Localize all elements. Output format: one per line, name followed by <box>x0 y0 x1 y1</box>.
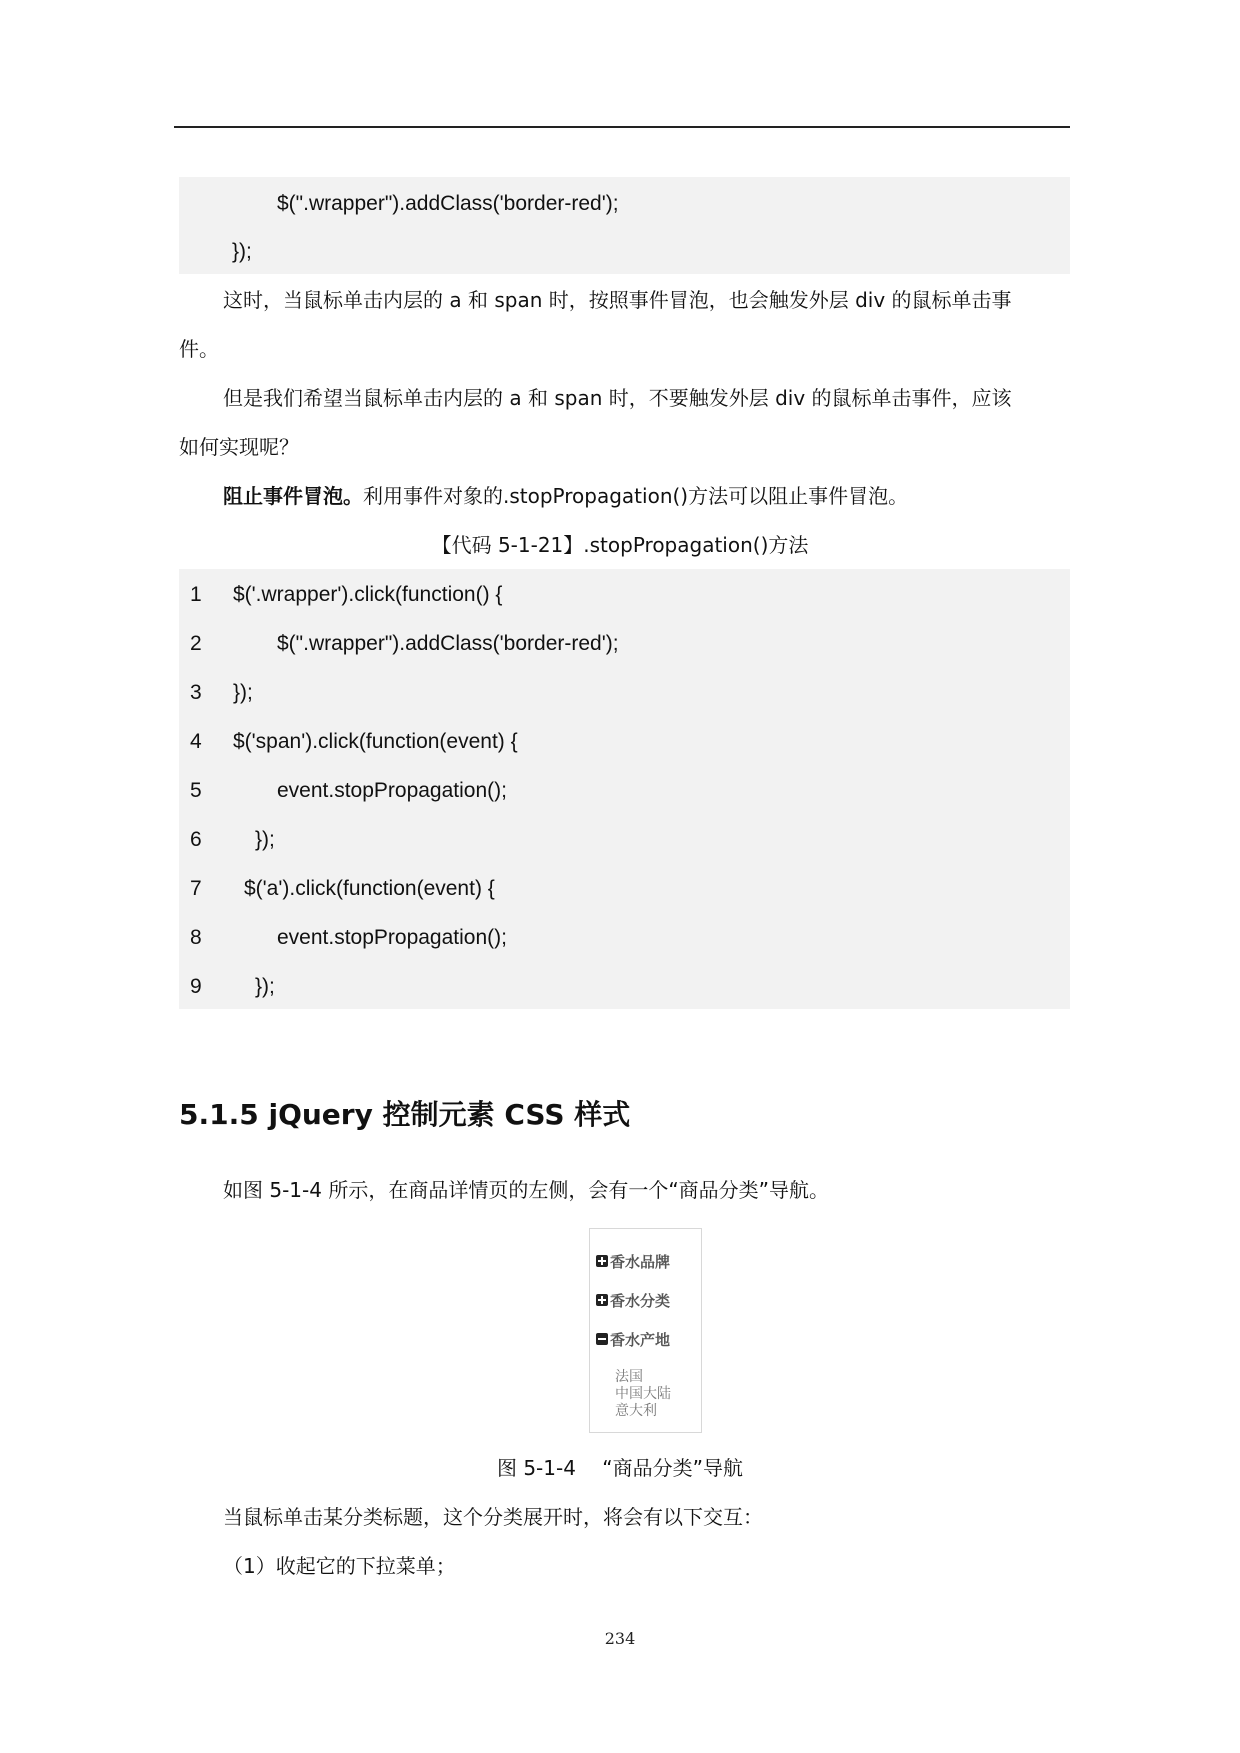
line-number: 2 <box>190 632 202 655</box>
section-title: 5.1.5 jQuery 控制元素 CSS 样式 <box>179 1098 631 1131</box>
nav-item-label: 香水分类 <box>610 1291 671 1310</box>
nav-item-perfume-origin[interactable] <box>596 1329 670 1349</box>
code-line: $(".wrapper").addClass('border-red'); <box>277 192 619 215</box>
code-caption: 【代码 5-1-21】.stopPropagation()方法 <box>431 533 809 557</box>
code-line: }); <box>255 828 275 851</box>
paragraph-line: （1）收起它的下拉菜单； <box>223 1554 456 1578</box>
paragraph-line: 当鼠标单击某分类标题，这个分类展开时，将会有以下交互： <box>223 1505 763 1529</box>
code-line: event.stopPropagation(); <box>277 779 507 802</box>
code-line: $('span').click(function(event) { <box>233 730 518 753</box>
nav-item-label: 香水品牌 <box>610 1252 671 1271</box>
minus-square-icon <box>596 1333 608 1345</box>
code-block <box>179 569 1070 1009</box>
nav-sub-item-mainland-china[interactable]: 中国大陆 <box>615 1386 671 1402</box>
category-nav-figure <box>589 1228 702 1433</box>
section-intro: 如图 5-1-4 所示，在商品详情页的左侧，会有一个“商品分类”导航。 <box>223 1178 830 1202</box>
nav-item-label: 香水产地 <box>610 1330 671 1349</box>
code-line: $(".wrapper").addClass('border-red'); <box>277 632 619 655</box>
paragraph-line: 这时，当鼠标单击内层的 a 和 span 时，按照事件冒泡，也会触发外层 div 的鼠标单击事 <box>223 288 1012 312</box>
paragraph-line: 件。 <box>179 337 219 361</box>
figure-caption: 图 5-1-4 “商品分类”导航 <box>496 1456 744 1480</box>
nav-sub-item-france[interactable]: 法国 <box>615 1369 643 1385</box>
paragraph-line: 如何实现呢？ <box>179 435 299 459</box>
bold-lead: 阻止事件冒泡。 <box>223 484 363 508</box>
code-line: $('a').click(function(event) { <box>244 877 495 900</box>
code-line: }); <box>255 975 275 998</box>
page-number: 234 <box>604 1629 636 1648</box>
paragraph-line: 但是我们希望当鼠标单击内层的 a 和 span 时，不要触发外层 div 的鼠标单击事件，应该 <box>223 386 1012 410</box>
code-line: $('.wrapper').click(function() { <box>233 583 503 606</box>
plus-square-icon <box>596 1255 608 1267</box>
line-number: 4 <box>190 730 202 753</box>
line-number: 6 <box>190 828 202 851</box>
code-line: }); <box>233 681 253 704</box>
line-number: 3 <box>190 681 202 704</box>
line-number: 9 <box>190 975 202 998</box>
code-line: }); <box>232 240 252 263</box>
nav-item-perfume-category[interactable] <box>596 1290 670 1310</box>
code-continuation-box <box>179 177 1070 274</box>
nav-sub-item-italy[interactable]: 意大利 <box>615 1403 657 1419</box>
paragraph-text: 利用事件对象的.stopPropagation()方法可以阻止事件冒泡。 <box>363 484 909 508</box>
line-number: 5 <box>190 779 202 802</box>
header-rule <box>174 126 1070 128</box>
plus-square-icon <box>596 1294 608 1306</box>
paragraph-line <box>223 484 908 508</box>
code-line: event.stopPropagation(); <box>277 926 507 949</box>
line-number: 7 <box>190 877 202 900</box>
line-number: 8 <box>190 926 202 949</box>
nav-item-perfume-brand[interactable] <box>596 1251 670 1271</box>
line-number: 1 <box>190 583 202 606</box>
